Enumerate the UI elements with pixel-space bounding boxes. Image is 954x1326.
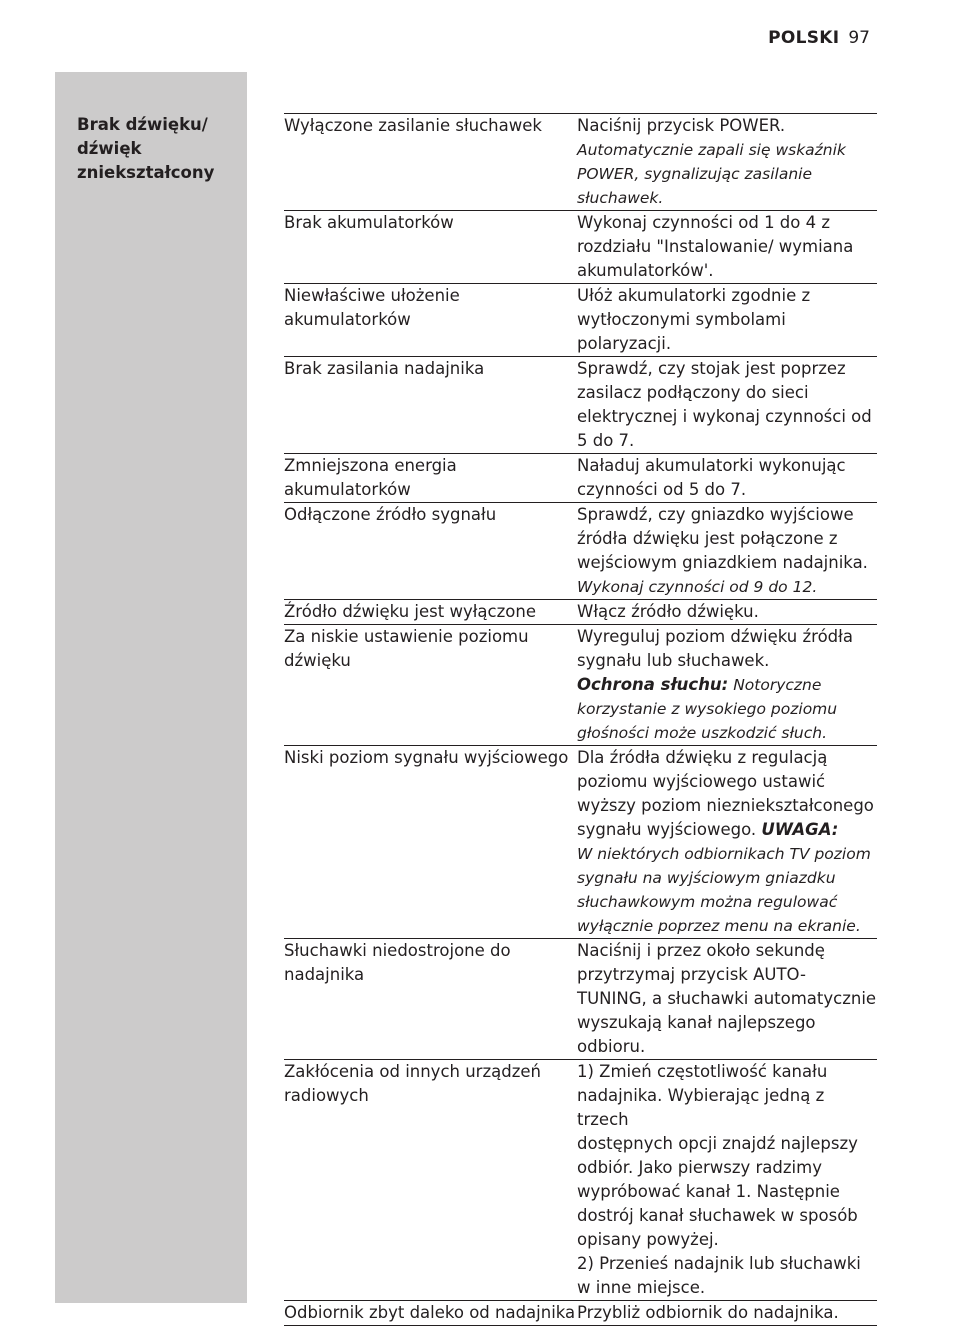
warning-label: Ochrona słuchu:: [577, 675, 729, 694]
cause-cell: Słuchawki niedostrojone do nadajnika: [284, 941, 511, 984]
table-row: [284, 454, 877, 503]
cause-cell: Niski poziom sygnału wyjściowego: [284, 748, 569, 767]
solution-text: Wyreguluj poziom dźwięku źródła sygnału lub słuchawek.: [577, 627, 853, 670]
page-header: [768, 24, 870, 52]
solution-cell: [577, 211, 877, 283]
cause-cell: Źródło dźwięku jest wyłączone: [284, 602, 536, 621]
table-row: [284, 1301, 877, 1326]
cause-cell: Odbiornik zbyt daleko od nadajnika: [284, 1303, 576, 1322]
solution-cell: [577, 454, 877, 502]
solution-note: Wykonaj czynności od 9 do 12.: [577, 578, 818, 596]
table-row: [284, 746, 877, 939]
solution-note: Automatycznie zapali się wskaźnik POWER, sygnalizując zasilanie słuchawek.: [577, 141, 846, 207]
cause-cell: Za niskie ustawienie poziomu dźwięku: [284, 627, 529, 670]
solution-cell: [577, 600, 877, 624]
solution-text: Dla źródła dźwięku z regulacją poziomu wyjściowego ustawić wyższy poziom niezniekształconego sygnału wyjściowego.: [577, 748, 874, 839]
solution-text: Wykonaj czynności od 1 do 4 z rozdziału "Instalowanie/ wymiana akumulatorków'.: [577, 213, 854, 280]
solution-cell: [577, 746, 877, 938]
solution-text: Naciśnij przycisk POWER.: [577, 116, 786, 135]
solution-cell: [577, 625, 877, 745]
sidebar-band: [55, 72, 247, 1303]
solution-cell: [577, 1060, 877, 1300]
cause-cell: Wyłączone zasilanie słuchawek: [284, 116, 542, 135]
cause-cell: Niewłaściwe ułożenie akumulatorków: [284, 286, 460, 329]
solution-text: Sprawdź, czy stojak jest poprzez zasilacz podłączony do sieci elektrycznej i wykonaj czynności od 5 do 7.: [577, 359, 872, 450]
page-number: 97: [848, 28, 870, 48]
solution-cell: [577, 939, 877, 1059]
cause-cell: Brak zasilania nadajnika: [284, 359, 485, 378]
solution-text: Przybliż odbiornik do nadajnika.: [577, 1303, 839, 1322]
cause-cell: Zmniejszona energia akumulatorków: [284, 456, 457, 499]
solution-text: Naładuj akumulatorki wykonując czynności od 5 do 7.: [577, 456, 846, 499]
solution-note: Notoryczne korzystanie z wysokiego poziomu głośności może uszkodzić słuch.: [577, 676, 838, 742]
solution-cell: [577, 503, 877, 599]
language-label: POLSKI: [768, 28, 840, 48]
cause-cell: Zakłócenia od innych urządzeń radiowych: [284, 1062, 541, 1105]
table-row: [284, 503, 877, 600]
table-row: [284, 357, 877, 454]
problem-category: Brak dźwięku/ dźwięk zniekształcony: [77, 115, 215, 182]
solution-cell: [577, 284, 877, 356]
troubleshooting-table: [284, 113, 877, 1326]
table-row: [284, 625, 877, 746]
solution-text: Ułóż akumulatorki zgodnie z wytłoczonymi symbolami polaryzacji.: [577, 286, 811, 353]
cause-cell: Odłączone źródło sygnału: [284, 505, 497, 524]
solution-text: Naciśnij i przez około sekundę przytrzymaj przycisk AUTO- TUNING, a słuchawki automatycznie wyszukają kanał najlepszego odbioru.: [577, 941, 877, 1056]
solution-text: Włącz źródło dźwięku.: [577, 602, 759, 621]
cause-cell: Brak akumulatorków: [284, 213, 454, 232]
table-row: [284, 114, 877, 211]
solution-text: 1) Zmień częstotliwość kanału nadajnika. Wybierając jedną z trzech dostępnych opcji znajdź najlepszy odbiór. Jako pierwszy radzimy wypróbować kanał 1. Następnie dostrój kanał słuchawek w sposób opisany powyżej. 2) Przenieś nadajnik lub słuchawki w inne miejsce.: [577, 1062, 861, 1297]
solution-note: W niektórych odbiornikach TV poziom sygnału na wyjściowym gniazdku słuchawkowym można regulować wyłącznie poprzez menu na ekranie.: [577, 845, 871, 935]
solution-cell: [577, 1301, 877, 1325]
solution-cell: [577, 114, 877, 210]
table-row: [284, 600, 877, 625]
solution-text: Sprawdź, czy gniazdko wyjściowe źródła dźwięku jest połączone z wejściowym gniazdkiem nadajnika.: [577, 505, 868, 572]
table-row: [284, 939, 877, 1060]
table-row: [284, 1060, 877, 1301]
warning-label: UWAGA:: [761, 820, 839, 839]
table-row: [284, 284, 877, 357]
solution-cell: [577, 357, 877, 453]
table-row: [284, 211, 877, 284]
